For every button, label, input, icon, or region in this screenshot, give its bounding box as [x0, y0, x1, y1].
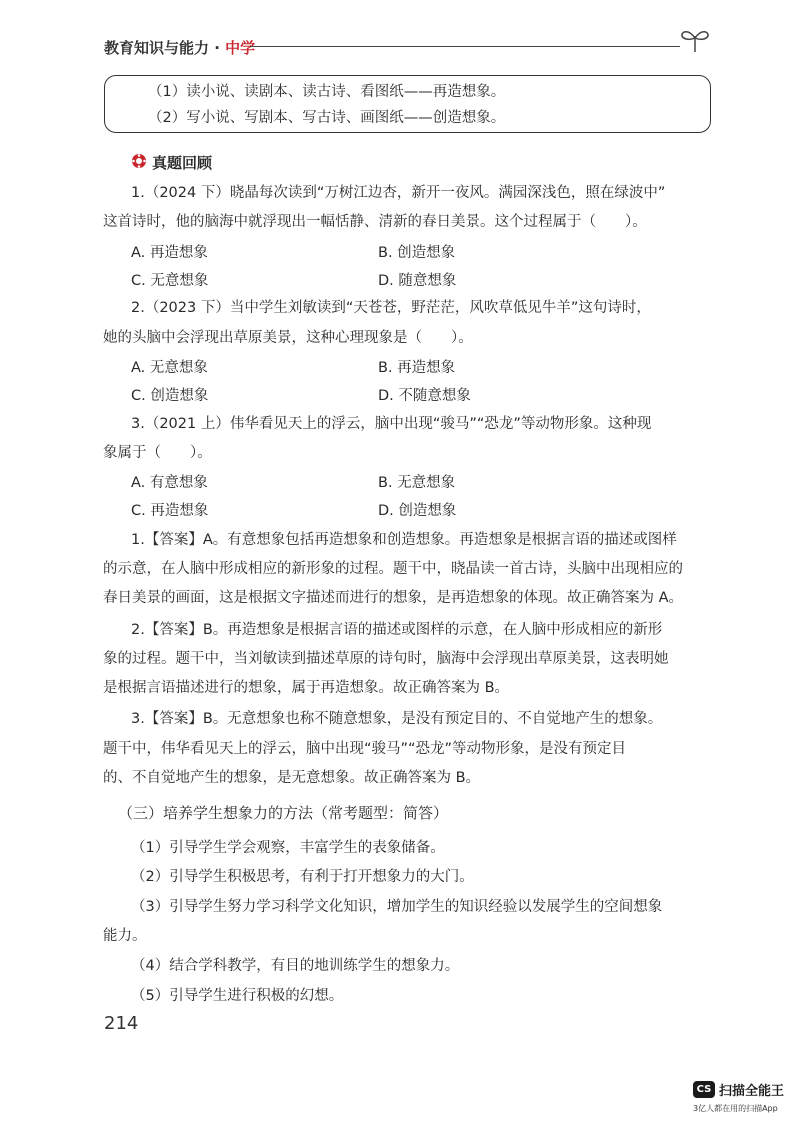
camscanner-logo: CS — [693, 1081, 715, 1098]
q1-line-1: 1.（2024 下）晓晶每次读到“万树江边杏，新开一夜风。满园深浅色，照在绿波中” — [131, 185, 666, 201]
q1-option-a: A. 再造想象 — [131, 245, 208, 261]
answer-2-line-3: 是根据言语描述进行的想象，属于再造想象。故正确答案为 B。 — [103, 680, 510, 696]
q2-option-c: C. 创造想象 — [131, 388, 209, 404]
camscanner-name: 扫描全能王 — [719, 1084, 785, 1099]
part3-item-2: （2）引导学生积极思考，有利于打开想象力的大门。 — [131, 869, 474, 885]
q2-option-a: A. 无意想象 — [131, 360, 208, 376]
answer-3-line-3: 的、不自觉地产生的想象，是无意想象。故正确答案为 B。 — [103, 770, 481, 786]
answer-1-line-1: 1.【答案】A。有意想象包括再造想象和创造想象。再造想象是根据言语的描述或图样 — [131, 532, 677, 548]
section-title: 真题回顾 — [152, 154, 213, 172]
q2-line-2: 她的头脑中会浮现出草原美景，这种心理现象是（ ）。 — [103, 330, 473, 346]
summary-line-1: （1）读小说、读剧本、读古诗、看图纸——再造想象。 — [148, 84, 506, 100]
header-title-sub: 中学 — [225, 39, 256, 57]
running-header — [104, 37, 255, 58]
part3-item-3-line-2: 能力。 — [103, 928, 147, 944]
q2-option-b: B. 再造想象 — [378, 360, 456, 376]
part3-item-1: （1）引导学生学会观察，丰富学生的表象储备。 — [131, 840, 445, 856]
q3-line-2: 象属于（ ）。 — [103, 445, 212, 461]
q3-option-b: B. 无意想象 — [378, 475, 456, 491]
answer-3-line-1: 3.【答案】B。无意想象也称不随意想象，是没有预定目的、不自觉地产生的想象。 — [131, 711, 663, 727]
header-title-sep: · — [209, 39, 226, 57]
q1-line-2: 这首诗时，他的脑海中就浮现出一幅恬静、清新的春日美景。这个过程属于（ ）。 — [103, 214, 647, 230]
part3-item-4: （4）结合学科教学，有目的地训练学生的想象力。 — [131, 958, 460, 974]
answer-2-line-2: 象的过程。题干中，当刘敏读到描述草原的诗句时，脑海中会浮现出草原美景，这表明她 — [103, 651, 669, 667]
q1-option-c: C. 无意想象 — [131, 273, 209, 289]
page-number: 214 — [104, 1013, 139, 1034]
part3-item-5: （5）引导学生进行积极的幻想。 — [131, 988, 344, 1004]
q3-option-a: A. 有意想象 — [131, 475, 208, 491]
part3-item-3-line-1: （3）引导学生努力学习科学文化知识，增加学生的知识经验以发展学生的空间想象 — [131, 899, 663, 915]
q3-option-c: C. 再造想象 — [131, 503, 209, 519]
flower-icon — [131, 153, 147, 169]
answer-1-line-3: 春日美景的画面，这是根据文字描述而进行的想象，是再造想象的体现。故正确答案为 A。 — [103, 590, 684, 606]
q2-line-1: 2.（2023 下）当中学生刘敏读到“天苍苍，野茫茫，风吹草低见牛羊”这句诗时， — [131, 300, 651, 316]
sprout-icon — [678, 24, 712, 54]
answer-1-line-2: 的示意，在人脑中形成相应的新形象的过程。题干中，晓晶读一首古诗，头脑中出现相应的 — [103, 561, 683, 577]
q1-option-b: B. 创造想象 — [378, 245, 456, 261]
camscanner-tagline: 3亿人都在用的扫描App — [693, 1104, 778, 1113]
answer-3-line-2: 题干中，伟华看见天上的浮云，脑中出现“骏马”“恐龙”等动物形象，是没有预定目 — [103, 741, 627, 757]
q2-option-d: D. 不随意想象 — [378, 388, 471, 404]
part3-title: （三）培养学生想象力的方法（常考题型：简答） — [118, 804, 449, 822]
header-title-main: 教育知识与能力 — [104, 39, 210, 57]
q3-line-1: 3.（2021 上）伟华看见天上的浮云，脑中出现“骏马”“恐龙”等动物形象。这种现 — [131, 416, 652, 432]
header-rule — [250, 46, 680, 47]
q1-option-d: D. 随意想象 — [378, 273, 457, 289]
q3-option-d: D. 创造想象 — [378, 503, 457, 519]
answer-2-line-1: 2.【答案】B。再造想象是根据言语的描述或图样的示意，在人脑中形成相应的新形 — [131, 622, 663, 638]
summary-line-2: （2）写小说、写剧本、写古诗、画图纸——创造想象。 — [148, 110, 506, 126]
